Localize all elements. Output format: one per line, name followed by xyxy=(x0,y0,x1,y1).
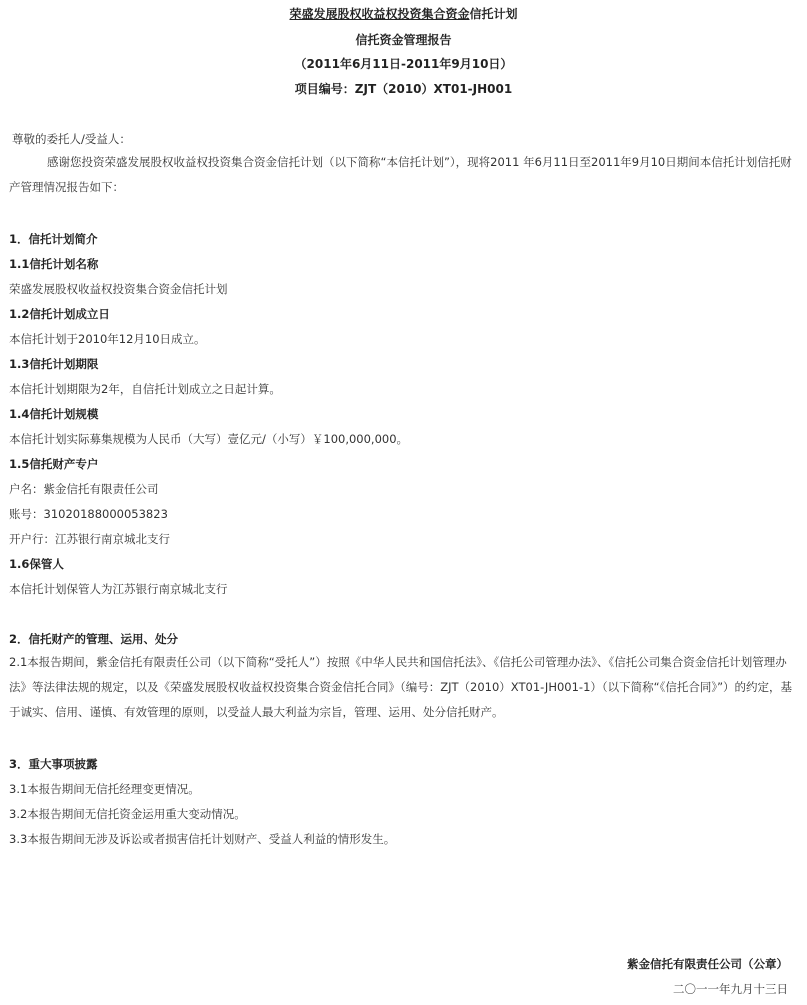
section-3-1-text: 3.1本报告期间无信托经理变更情况。 xyxy=(9,782,200,796)
section-3-3-text: 3.3本报告期间无涉及诉讼或者损害信托计划财产、受益人利益的情形发生。 xyxy=(9,832,396,846)
project-number: 项目编号：ZJT（2010）XT01-JH001 xyxy=(294,82,513,96)
section-1-1-text: 荣盛发展股权收益权投资集合资金信托计划 xyxy=(9,282,228,296)
section-2-heading: 2．信托财产的管理、运用、处分 xyxy=(9,632,178,646)
document-subtitle: 信托资金管理报告 xyxy=(355,33,452,47)
issue-date: 二〇一一年九月十三日 xyxy=(673,982,788,996)
document-title-underlined: 荣盛发展股权收益权投资集合资金 xyxy=(289,7,470,21)
section-1-6-text: 本信托计划保管人为江苏银行南京城北支行 xyxy=(9,582,228,596)
section-3-heading: 3．重大事项披露 xyxy=(9,757,98,771)
document-title xyxy=(0,5,807,22)
section-1-4-title: 1.4信托计划规模 xyxy=(9,407,99,421)
greeting: 尊敬的委托人/受益人： xyxy=(12,132,131,146)
section-1-4-text: 本信托计划实际募集规模为人民币（大写）壹亿元/（小写）￥100,000,000。 xyxy=(9,432,409,446)
issuer-company: 紫金信托有限责任公司（公章） xyxy=(627,957,788,971)
section-1-2-title: 1.2信托计划成立日 xyxy=(9,307,110,321)
section-1-3-title: 1.3信托计划期限 xyxy=(9,357,99,371)
section-2-1-text: 2.1本报告期间，紫金信托有限责任公司（以下简称“受托人”）按照《中华人民共和国信托法》、《信托公司管理办法》、《信托公司集合资金信托计划管理办法》等法律法规的规定，以及《荣盛发展股权收益权投资集合资金信托合同》（编号：ZJT（2010）XT01-JH001-1）（以下简称“《信托合同》”）的约定，基于诚实、信用、谨慎、有效管理的原则，以受益人最大利益为宗旨，管理、运用、处分信托财产。 xyxy=(9,655,793,719)
section-1-heading: 1．信托计划简介 xyxy=(9,232,98,246)
report-period: （2011年6月11日-2011年9月10日） xyxy=(294,57,513,71)
account-number: 账号：31020188000053823 xyxy=(9,507,168,521)
section-1-2-text: 本信托计划于2010年12月10日成立。 xyxy=(9,332,206,346)
section-1-3-text: 本信托计划期限为2年，自信托计划成立之日起计算。 xyxy=(9,382,281,396)
section-1-6-title: 1.6保管人 xyxy=(9,557,64,571)
section-3-2-text: 3.2本报告期间无信托资金运用重大变动情况。 xyxy=(9,807,246,821)
section-1-5-title: 1.5信托财产专户 xyxy=(9,457,99,471)
document-title-rest: 信托计划 xyxy=(469,7,518,21)
section-1-1-title: 1.1信托计划名称 xyxy=(9,257,99,271)
account-name: 户名：紫金信托有限责任公司 xyxy=(9,482,159,496)
intro-paragraph: 感谢您投资荣盛发展股权收益权投资集合资金信托计划（以下简称“本信托计划”），现将2011 年6月11日至2011年9月10日期间本信托计划信托财产管理情况报告如下： xyxy=(9,155,792,194)
account-bank: 开户行：江苏银行南京城北支行 xyxy=(9,532,170,546)
